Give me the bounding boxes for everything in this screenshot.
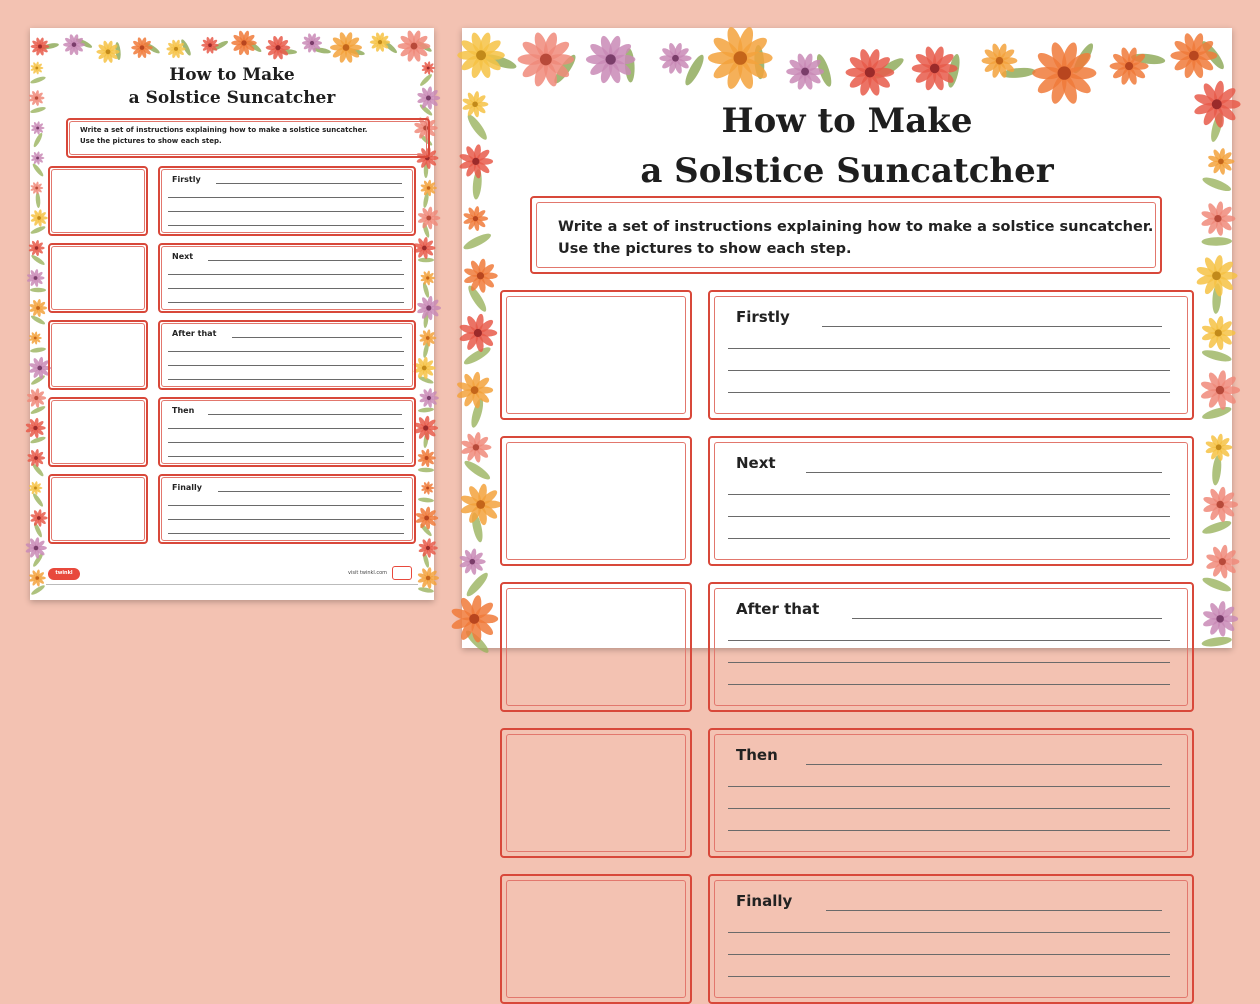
writing-line [168,442,404,443]
leaf-icon [753,45,765,80]
leaf-icon [422,282,431,299]
flower-icon [420,179,437,196]
leaf-icon [30,405,46,416]
leaf-icon [624,48,635,83]
flower-icon [1110,46,1149,85]
flower-icon [1202,600,1238,637]
flower-icon [31,151,45,165]
writing-line [216,183,402,184]
leaf-icon [418,468,434,473]
leaf-icon [1001,67,1036,80]
writing-line [826,910,1162,911]
title-line-1: How to Make [721,101,973,141]
writing-line [728,494,1170,495]
flower-icon [25,537,47,559]
flower-icon [1205,544,1239,579]
writing-line [168,505,404,506]
writing-line [168,225,404,226]
step-label: Next [736,454,776,472]
writing-line [728,954,1170,955]
footer-divider [46,584,418,585]
leaf-icon [419,523,433,538]
flower-icon [30,209,48,227]
flower-icon [460,483,502,526]
writing-line [728,516,1170,517]
flower-icon [413,237,435,260]
flower-icon [29,569,46,587]
leaf-icon [463,628,491,655]
flower-icon [30,509,48,527]
writing-line [822,326,1162,327]
leaf-icon [418,497,434,503]
writing-line [168,519,404,520]
flower-icon [1200,201,1235,236]
leaf-icon [469,397,485,429]
flower-icon [27,449,45,468]
writing-line [728,976,1170,977]
leaf-icon [422,192,429,209]
step-label: After that [172,329,217,338]
flower-icon [31,37,50,56]
instructions-line-1: Write a set of instructions explaining how to make a solstice suncatcher. [80,126,368,134]
writing-line [168,456,404,457]
leaf-icon [462,458,492,482]
footer-url: visit twinkl.com [348,570,388,576]
flower-icon [302,33,322,53]
writing-box [158,243,416,313]
writing-line [728,348,1170,349]
flower-icon [370,32,390,52]
writing-line [168,365,404,366]
instructions-line-2: Use the pictures to show each step. [80,136,222,145]
flower-icon [28,240,44,257]
leaf-icon [30,435,47,444]
title-line-2: a Solstice Suncatcher [128,88,336,108]
leaf-icon [180,38,193,56]
leaf-icon [1201,575,1233,594]
writing-line [728,684,1170,685]
flower-icon [1205,433,1233,461]
writing-line [728,662,1170,663]
flower-icon [458,313,497,352]
leaf-icon [41,42,60,50]
writing-box [708,290,1194,420]
leaf-icon [418,407,434,413]
leaf-icon [30,288,46,293]
flower-icon [31,121,45,135]
worksheet-title [462,96,1232,196]
flower-icon [912,45,958,91]
leaf-icon [682,53,707,88]
writing-line [806,764,1162,765]
flower-icon [417,567,439,589]
leaf-icon [418,586,435,593]
title-line-2: a Solstice Suncatcher [640,151,1054,191]
leaf-icon [32,552,45,568]
worksheet-preview-small [30,28,434,600]
flower-icon [456,371,493,409]
leaf-icon [422,552,431,569]
writing-box [708,582,1194,712]
flower-icon [450,594,498,643]
writing-box [158,397,416,467]
leaf-icon [421,222,430,239]
leaf-icon [75,37,93,50]
leaf-icon [32,132,44,148]
leaf-icon [30,347,46,354]
flower-icon [417,206,440,230]
flower-icon [420,270,435,285]
leaf-icon [32,492,45,508]
flower-icon [1195,254,1237,297]
writing-line [728,538,1170,539]
leaf-icon [31,162,44,177]
picture-box [500,874,692,1004]
flower-icon [330,31,362,63]
flower-icon [417,449,436,468]
picture-box [500,582,692,712]
leaf-icon [814,53,834,89]
writing-box [158,166,416,236]
writing-line [168,351,404,352]
picture-box [48,397,148,467]
picture-box [500,728,692,858]
leaf-icon [470,512,485,544]
leaf-icon [424,162,429,178]
flower-icon [463,206,488,232]
leaf-icon [465,283,489,313]
flower-icon [1202,486,1238,522]
flower-icon [30,181,43,194]
writing-line [168,274,404,275]
writing-line [168,197,404,198]
instructions-line-2: Use the pictures to show each step. [558,241,852,257]
leaf-icon [313,46,332,54]
leaf-icon [30,584,46,597]
writing-line [728,640,1170,641]
leaf-icon [872,55,906,82]
flower-icon [419,329,436,347]
flower-icon [982,43,1018,79]
leaf-icon [382,39,399,55]
leaf-icon [415,39,433,53]
picture-box [48,243,148,313]
step-label: Finally [736,892,793,910]
step-label: After that [736,600,820,618]
leaf-icon [482,51,518,71]
flower-icon [131,37,153,59]
writing-line [208,260,402,261]
writing-line [728,932,1170,933]
leaf-icon [30,254,46,267]
flower-icon [29,331,42,344]
leaf-icon [422,342,430,359]
flower-icon [421,481,434,495]
leaf-icon [418,375,435,385]
leaf-icon [31,462,45,477]
writing-box [158,474,416,544]
leaf-icon [30,374,46,386]
leaf-icon [1212,283,1222,314]
writing-line [806,472,1162,473]
leaf-icon [245,39,263,54]
leaf-icon [1211,455,1223,486]
leaf-icon [1201,518,1233,536]
leaf-icon [279,49,297,55]
title-line-1: How to Make [169,65,295,85]
writing-line [728,786,1170,787]
leaf-icon [35,192,41,208]
leaf-icon [462,231,493,252]
picture-box [48,166,148,236]
writing-line [852,618,1162,619]
picture-box [500,290,692,420]
flower-icon [96,40,119,63]
leaf-icon [1201,635,1232,648]
flower-icon [1170,32,1217,79]
flower-icon [413,415,438,440]
flower-icon [29,299,47,317]
step-label: Then [736,746,778,764]
writing-box [708,436,1194,566]
leaf-icon [114,42,121,60]
flower-icon [166,39,185,58]
leaf-icon [423,312,429,328]
flower-icon [1200,370,1240,411]
instructions-line-1: Write a set of instructions explaining how to make a solstice suncatcher. [558,219,1154,235]
flower-icon [231,30,256,56]
writing-line [208,414,402,415]
flower-icon [25,418,46,439]
leaf-icon [1070,41,1096,75]
flower-icon [398,30,431,63]
flower-icon [459,548,486,575]
leaf-icon [33,522,44,538]
leaf-icon [1201,348,1233,364]
flower-icon [659,42,691,74]
flower-icon [463,258,498,293]
writing-box [158,320,416,390]
picture-box [48,320,148,390]
picture-box [48,474,148,544]
flower-icon [26,269,44,287]
leaf-icon [1199,38,1227,71]
flower-icon [418,538,438,558]
step-label: Firstly [736,308,790,326]
step-label: Firstly [172,175,201,184]
writing-box [708,874,1194,1004]
flower-icon [419,388,439,408]
step-label: Finally [172,483,202,492]
instructions-box [530,196,1162,274]
leaf-icon [464,570,491,599]
writing-box [708,728,1194,858]
flower-icon [786,53,824,91]
writing-line [168,302,404,303]
flower-icon [416,295,441,320]
writing-line [728,370,1170,371]
leaf-icon [1131,52,1166,66]
leaf-icon [30,225,46,235]
footer-badge-icon [392,566,412,580]
leaf-icon [462,344,493,367]
leaf-icon [143,41,161,55]
flower-icon [413,356,436,379]
flower-icon [26,388,46,408]
leaf-icon [347,47,366,56]
picture-box [500,436,692,566]
flower-icon [586,34,635,84]
leaf-icon [211,39,229,52]
flower-icon [29,481,43,495]
flower-icon [518,31,574,88]
leaf-icon [946,53,962,89]
flower-icon [266,35,290,60]
flower-icon [460,432,491,464]
leaf-icon [423,432,430,448]
writing-line [168,428,404,429]
writing-line [728,830,1170,831]
leaf-icon [1201,237,1232,246]
flower-icon [708,25,773,90]
writing-line [168,533,404,534]
writing-line [728,808,1170,809]
step-label: Then [172,406,195,415]
worksheet-preview-large [462,28,1232,910]
writing-line [168,288,404,289]
flower-icon [415,506,438,530]
leaf-icon [1201,405,1233,422]
twinkl-logo: twinkl [48,568,80,580]
writing-line [168,211,404,212]
flower-icon [63,34,85,56]
flower-icon [201,36,218,54]
writing-line [218,491,402,492]
writing-line [232,337,402,338]
flower-icon [846,48,895,97]
leaf-icon [551,52,579,86]
step-label: Next [172,252,194,261]
instructions-box [66,118,430,158]
writing-line [728,392,1170,393]
leaf-icon [418,258,434,263]
leaf-icon [30,314,46,326]
writing-line [168,379,404,380]
worksheet-title [30,64,434,110]
flower-icon [1201,315,1236,350]
flower-icon [457,31,505,79]
